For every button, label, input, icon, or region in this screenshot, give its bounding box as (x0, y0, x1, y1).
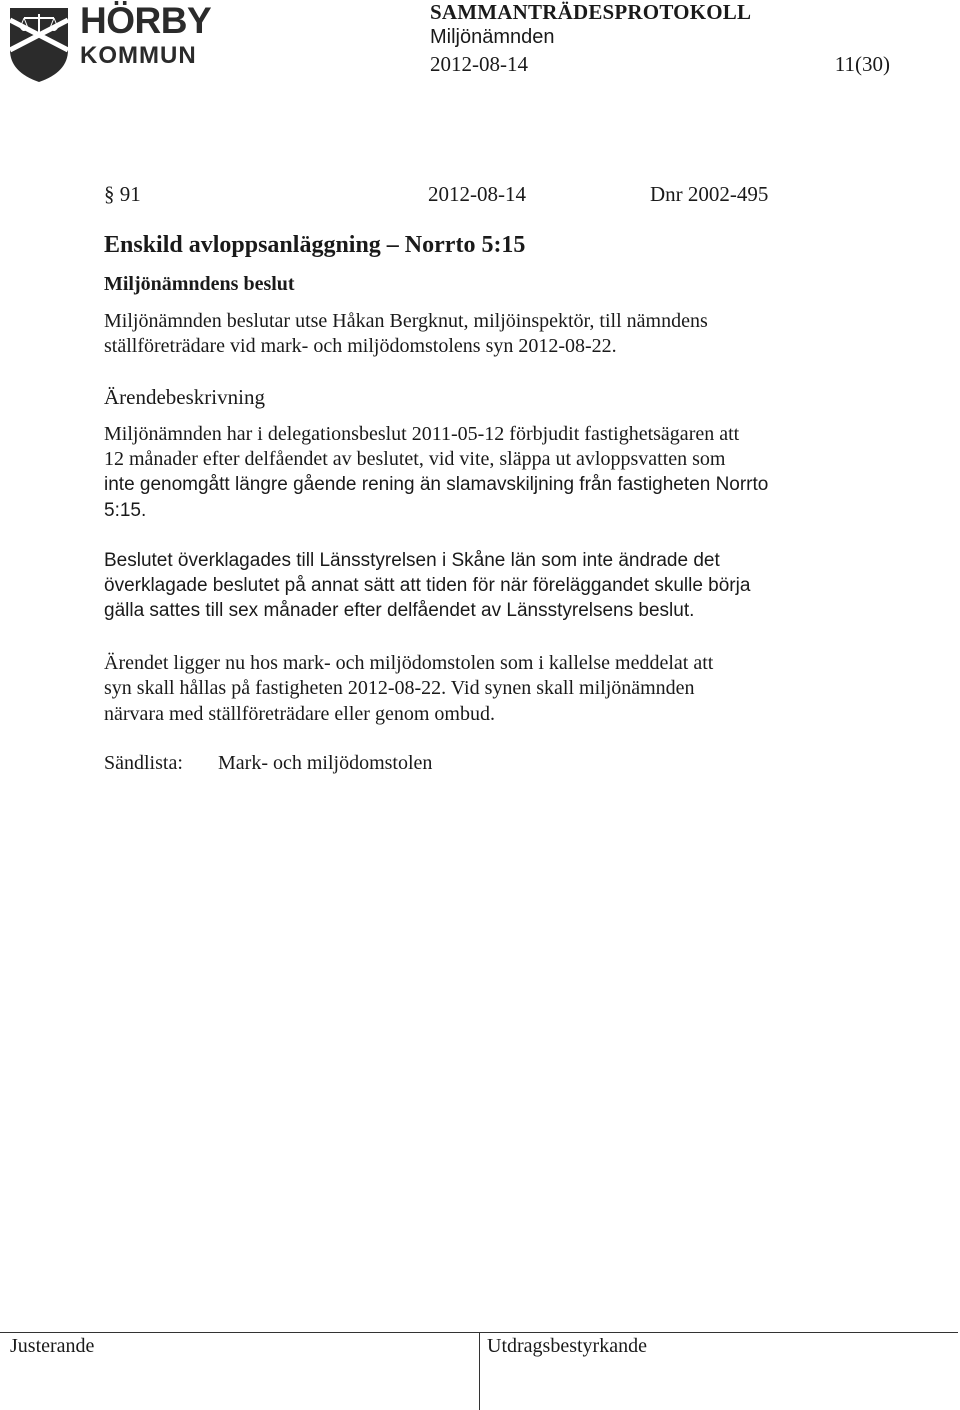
description-line: gälla sattes till sex månader efter delfåendet av Länsstyrelsens beslut. (104, 600, 695, 621)
footer-utdragsbestyrkande: Utdragsbestyrkande (487, 1335, 647, 1357)
paragraph-dnr: Dnr 2002-495 (650, 182, 769, 206)
description-line: Beslutet överklagades till Länsstyrelsen i Skåne län som inte ändrade det (104, 550, 720, 571)
page-title: Enskild avloppsanläggning – Norrto 5:15 (104, 232, 526, 258)
decision-line: Miljönämnden beslutar utse Håkan Bergknut, miljöinspektör, till nämndens (104, 310, 708, 332)
send-list-label: Sändlista: (104, 752, 183, 774)
footer-column-divider (479, 1332, 480, 1410)
decision-line: ställföreträdare vid mark- och miljödomstolens syn 2012-08-22. (104, 335, 617, 357)
page-number: 11(30) (834, 52, 890, 76)
description-heading: Ärendebeskrivning (104, 385, 265, 409)
coat-of-arms-icon (8, 6, 70, 84)
document-type: SAMMANTRÄDESPROTOKOLL (430, 0, 752, 24)
description-line: Miljönämnden har i delegationsbeslut 2011-05-12 förbjudit fastighetsägaren att (104, 423, 740, 445)
description-line: Ärendet ligger nu hos mark- och miljödomstolen som i kallelse meddelat att (104, 652, 714, 674)
logo-subtitle: KOMMUN (80, 42, 197, 69)
description-line: inte genomgått längre gående rening än slamavskiljning från fastigheten Norrto (104, 474, 769, 495)
description-line: 12 månader efter delfåendet av beslutet, vid vite, släppa ut avloppsvatten som (104, 448, 726, 470)
decision-heading: Miljönämndens beslut (104, 273, 295, 295)
send-list-value: Mark- och miljödomstolen (218, 752, 433, 774)
description-line: syn skall hållas på fastigheten 2012-08-22. Vid synen skall miljönämnden (104, 677, 695, 699)
footer-justerande: Justerande (10, 1335, 95, 1357)
logo-name: HÖRBY (80, 0, 212, 41)
description-line: 5:15. (104, 500, 147, 521)
paragraph-date: 2012-08-14 (428, 182, 526, 206)
paragraph-number: § 91 (104, 182, 141, 206)
header-date: 2012-08-14 (430, 52, 528, 76)
description-line: överklagade beslutet på annat sätt att tiden för när föreläggandet skulle börja (104, 575, 751, 596)
description-line: närvara med ställföreträdare eller genom ombud. (104, 703, 495, 725)
municipality-logo (8, 0, 212, 86)
committee-name: Miljönämnden (430, 26, 555, 48)
